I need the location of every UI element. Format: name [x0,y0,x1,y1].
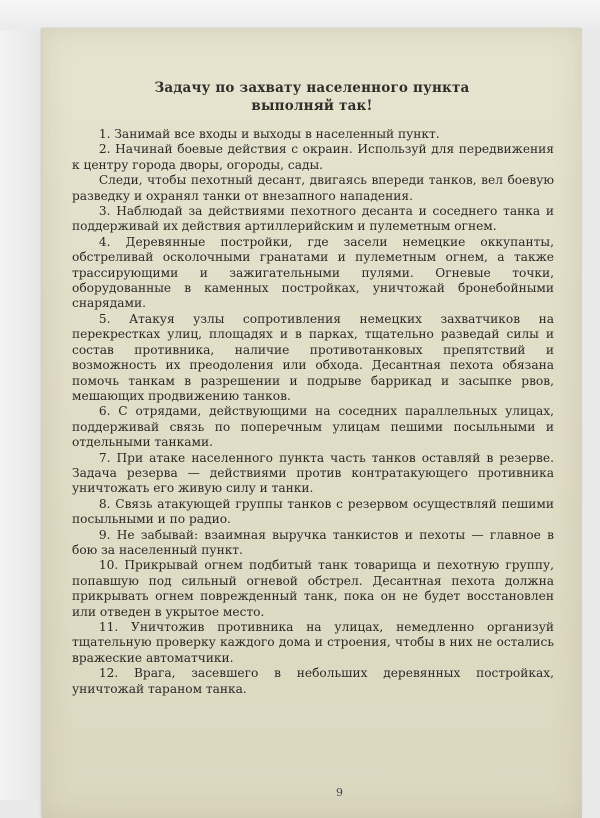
document-title-line1: Задачу по захвату населенного пункта [154,80,470,96]
paragraph-11: 11. Уничтожив противника на улицах, немедленно организуй тщательную проверку каждого дома и строения, чтобы в них не остались вражеские автоматчики. [72,620,554,665]
document-body [72,127,554,697]
paragraph-10: 10. Прикрывай огнем подбитый танк товарища и пехотную группу, попавшую под сильный огневой обстрел. Десантная пехота должна прикрывать огнем поврежденный танк, пока он не будет восстановлен или отведен в укрытое место. [72,558,554,619]
paragraph-12: 12. Врага, засевшего в небольших деревянных постройках, уничтожай тараном танка. [72,666,554,696]
paragraph-6: 6. С отрядами, действующими на соседних параллельных улицах, поддерживай связь по поперечным улицам пешими посыльными и отдельными танками. [72,404,554,450]
background-top [0,0,600,30]
paragraph-8: 8. Связь атакующей группы танков с резервом осуществляй пешими посыльными и по радио. [72,496,554,527]
paragraph-5: 5. Атакуя узлы сопротивления немецких захватчиков на перекрестках улиц, площадях и в парках, тщательно разведай силы и состав противника, наличие противотанковых препятствий и возможность их преодоления или обхода. Десантная пехота обязана помочь танкам в разрешении и подрыве баррикад и засыпке рвов, мешающих продвижению танков. [72,311,554,403]
background-surface [0,0,44,800]
document-title-line2: выполняй так! [251,98,373,114]
paragraph-7: 7. При атаке населенного пункта часть танков оставляй в резерве. Задача резерва — действиями против контратакующего противника уничтожать его живую силу и танки. [72,450,554,496]
paragraph-2: 2. Начинай боевые действия с окраин. Используй для передвижения к центру города дворы, огороды, сады. [72,142,554,172]
paragraph-4: 4. Деревянные постройки, где засели немецкие оккупанты, обстреливай осколочными гранатами и пулеметным огнем, а также трассирующими и зажигательными пулями. Огневые точки, оборудованные в каменных постройках, уничтожай бронебойными снарядами. [72,234,554,311]
paragraph-9: 9. Не забывай: взаимная выручка танкистов и пехоты — главное в бою за населенный пункт. [72,527,554,557]
paragraph-3: 3. Наблюдай за действиями пехотного десанта и соседнего танка и поддерживай их действия артиллерийским и пулеметным огнем. [72,204,554,234]
page-number: 9 [336,786,343,799]
paragraph-1: 1. Занимай все входы и выходы в населенный пункт. [98,127,440,141]
paragraph-2-continued: Следи, чтобы пехотный десант, двигаясь впереди танков, вел боевую разведку и охранял танки от внезапного нападения. [72,173,554,203]
